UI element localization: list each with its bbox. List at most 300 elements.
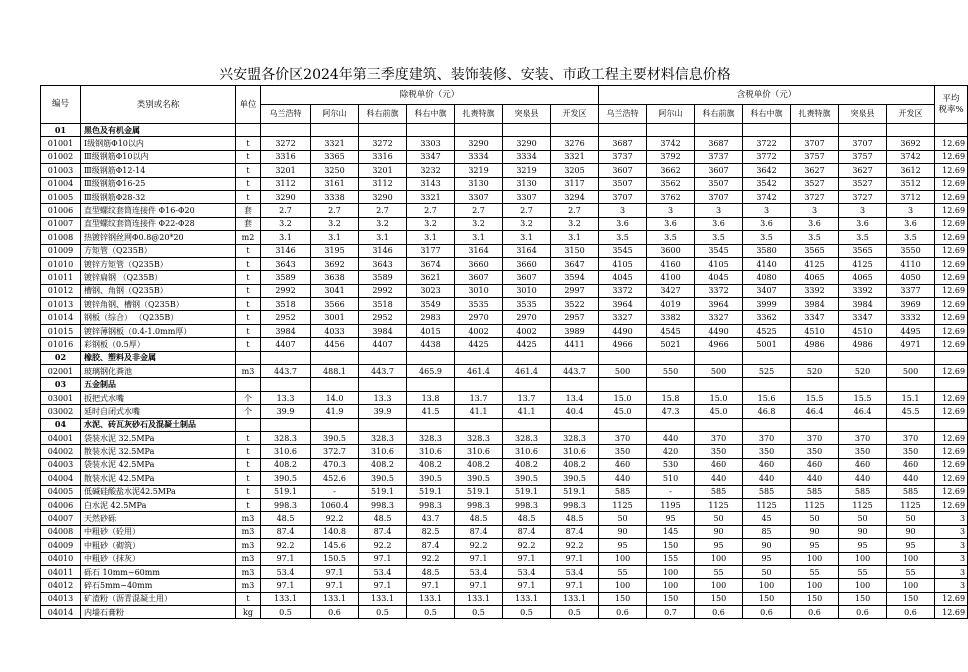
tax-rate: 12.69	[935, 324, 968, 337]
incl-price: 3527	[791, 177, 839, 190]
incl-price: 3964	[599, 298, 647, 311]
incl-price: 100	[839, 552, 887, 565]
incl-price: 150	[839, 592, 887, 605]
excl-price: 97.1	[261, 552, 311, 565]
incl-price: 4160	[647, 257, 695, 270]
excl-price: 3589	[261, 271, 311, 284]
incl-price: 1125	[743, 498, 791, 511]
excl-price: 97.1	[503, 552, 551, 565]
excl-price: 3566	[311, 298, 359, 311]
excl-price: 3201	[359, 164, 407, 177]
empty-cell	[839, 124, 887, 137]
table-row	[41, 365, 968, 378]
excl-price: 3201	[261, 164, 311, 177]
incl-price: 100	[695, 552, 743, 565]
incl-price: 150	[887, 592, 935, 605]
incl-price: 5021	[647, 338, 695, 351]
excl-price: 3.1	[503, 231, 551, 244]
item-unit: t	[236, 338, 261, 351]
incl-price: 3550	[887, 244, 935, 257]
table-row	[41, 445, 968, 458]
item-unit: t	[236, 431, 261, 444]
incl-price: 3545	[695, 244, 743, 257]
incl-price: 4966	[695, 338, 743, 351]
page-title: 兴安盟各价区2024年第三季度建筑、装饰装修、安装、市政工程主要材料信息价格	[219, 67, 731, 83]
excl-price: 13.7	[455, 391, 503, 404]
incl-price: 15.0	[695, 391, 743, 404]
excl-price: 133.1	[407, 592, 455, 605]
excl-price: 4002	[503, 324, 551, 337]
incl-price: 370	[599, 431, 647, 444]
excl-price: 97.1	[551, 552, 599, 565]
table-row	[41, 579, 968, 592]
incl-price: 3.5	[743, 231, 791, 244]
empty-cell	[695, 418, 743, 431]
incl-price: 95	[599, 539, 647, 552]
incl-price: 350	[887, 445, 935, 458]
empty-cell	[839, 378, 887, 391]
empty-cell	[743, 418, 791, 431]
excl-price: 3.2	[261, 217, 311, 230]
excl-price: 998.3	[551, 498, 599, 511]
excl-price: 3984	[261, 324, 311, 337]
tax-rate: 12.69	[935, 164, 968, 177]
header-incl-group: 含税单价（元）	[599, 86, 935, 105]
incl-price: 3707	[599, 190, 647, 203]
item-name: 天然砂砾	[81, 512, 236, 525]
incl-price: 4065	[839, 271, 887, 284]
category-name: 橡胶、塑料及非金属	[81, 351, 236, 364]
item-unit: t	[236, 472, 261, 485]
excl-price: 14.0	[311, 391, 359, 404]
excl-price: 3334	[503, 150, 551, 163]
item-code: 04004	[41, 472, 81, 485]
excl-price: 390.5	[311, 431, 359, 444]
empty-cell	[503, 418, 551, 431]
empty-cell	[695, 124, 743, 137]
incl-price: 90	[695, 525, 743, 538]
incl-price: 3	[791, 204, 839, 217]
empty-cell	[791, 351, 839, 364]
incl-price: 3	[743, 204, 791, 217]
excl-price: 310.6	[503, 445, 551, 458]
excl-price: 41.9	[311, 405, 359, 418]
empty-cell	[599, 378, 647, 391]
excl-price: 4425	[503, 338, 551, 351]
incl-price: 45.0	[599, 405, 647, 418]
header-avg-rate-line1: 平均	[942, 93, 960, 104]
incl-price: 3757	[839, 150, 887, 163]
excl-price: 3001	[311, 311, 359, 324]
incl-price: 4510	[791, 324, 839, 337]
incl-price: 90	[743, 539, 791, 552]
empty-cell	[935, 124, 968, 137]
incl-price: 150	[599, 592, 647, 605]
excl-price: 82.5	[407, 525, 455, 538]
incl-price: 0.6	[791, 606, 839, 619]
incl-price: 15.5	[839, 391, 887, 404]
excl-price: 48.5	[503, 512, 551, 525]
excl-price: 48.5	[261, 512, 311, 525]
excl-price: 3316	[261, 150, 311, 163]
excl-price: 461.4	[455, 365, 503, 378]
empty-cell	[887, 378, 935, 391]
incl-price: 370	[839, 431, 887, 444]
incl-price: 3	[647, 204, 695, 217]
excl-price: 372.7	[311, 445, 359, 458]
tax-rate: 12.69	[935, 217, 968, 230]
excl-price: 13.3	[359, 391, 407, 404]
item-name: 延时自闭式水嘴	[81, 405, 236, 418]
excl-price: 0.5	[261, 606, 311, 619]
item-code: 04014	[41, 606, 81, 619]
excl-price: 3607	[455, 271, 503, 284]
excl-price: 443.7	[551, 365, 599, 378]
item-unit: m3	[236, 525, 261, 538]
header-incl-region: 阿尔山	[647, 105, 695, 124]
incl-price: 585	[887, 485, 935, 498]
item-name: 镀锌角钢、槽钢（Q235B）	[81, 298, 236, 311]
excl-price: 0.5	[407, 606, 455, 619]
item-code: 01007	[41, 217, 81, 230]
empty-cell	[359, 351, 407, 364]
excl-price: 4411	[551, 338, 599, 351]
category-code: 01	[41, 124, 81, 137]
excl-price: 328.3	[551, 431, 599, 444]
incl-price: 3377	[887, 284, 935, 297]
excl-price: 3290	[261, 190, 311, 203]
header-excl-region: 科右前旗	[359, 105, 407, 124]
incl-price: 3772	[743, 150, 791, 163]
excl-price: 97.1	[503, 579, 551, 592]
incl-price: 3392	[839, 284, 887, 297]
header-excl-group: 除税单价（元）	[261, 86, 599, 105]
empty-cell	[311, 378, 359, 391]
item-unit: m3	[236, 512, 261, 525]
header-incl-region: 开发区	[887, 105, 935, 124]
incl-price: 5001	[743, 338, 791, 351]
excl-price: 0.5	[551, 606, 599, 619]
incl-price: 3792	[647, 150, 695, 163]
incl-price: 3580	[743, 244, 791, 257]
header-name: 类别或名称	[81, 86, 236, 124]
tax-rate: 12.69	[935, 311, 968, 324]
excl-price: 3589	[359, 271, 407, 284]
incl-price: 460	[743, 458, 791, 471]
excl-price: 2.7	[407, 204, 455, 217]
excl-price: 3117	[551, 177, 599, 190]
incl-price: 4545	[647, 324, 695, 337]
incl-price: 4510	[839, 324, 887, 337]
excl-price: 2992	[261, 284, 311, 297]
item-name: 散装水泥 32.5MPa	[81, 445, 236, 458]
excl-price: 3219	[455, 164, 503, 177]
excl-price: 3161	[311, 177, 359, 190]
excl-price: 328.3	[407, 431, 455, 444]
item-name: 中粗砂（砼用）	[81, 525, 236, 538]
excl-price: 2.7	[551, 204, 599, 217]
incl-price: 100	[599, 579, 647, 592]
excl-price: 3522	[551, 298, 599, 311]
excl-price: 3.2	[311, 217, 359, 230]
excl-price: 998.3	[261, 498, 311, 511]
incl-price: 370	[695, 431, 743, 444]
excl-price: 408.2	[407, 458, 455, 471]
table-row	[41, 324, 968, 337]
item-name: 中粗砂（砌筑）	[81, 539, 236, 552]
excl-price: 0.5	[359, 606, 407, 619]
tax-rate: 12.69	[935, 498, 968, 511]
incl-price: 15.8	[647, 391, 695, 404]
header-excl-region: 突泉县	[503, 105, 551, 124]
item-code: 02001	[41, 365, 81, 378]
incl-price: 150	[791, 592, 839, 605]
excl-price: 2952	[359, 311, 407, 324]
empty-cell	[743, 124, 791, 137]
tax-rate: 12.69	[935, 177, 968, 190]
table-row	[41, 257, 968, 270]
item-code: 01012	[41, 284, 81, 297]
excl-price: 4033	[311, 324, 359, 337]
incl-price: 3607	[695, 164, 743, 177]
empty-cell	[311, 124, 359, 137]
excl-price: 53.4	[551, 565, 599, 578]
table-row	[41, 431, 968, 444]
excl-price: 53.4	[455, 565, 503, 578]
item-name: 彩钢板（0.5厚）	[81, 338, 236, 351]
empty-cell	[791, 418, 839, 431]
empty-cell	[743, 351, 791, 364]
excl-price: 92.2	[551, 539, 599, 552]
incl-price: 95	[695, 539, 743, 552]
table-row	[41, 190, 968, 203]
incl-price: 460	[839, 458, 887, 471]
empty-cell	[359, 378, 407, 391]
excl-price: 3638	[311, 271, 359, 284]
incl-price: 500	[599, 365, 647, 378]
incl-price: 3969	[887, 298, 935, 311]
empty-cell	[551, 124, 599, 137]
incl-price: 3727	[791, 190, 839, 203]
item-name: 碎石5mm~40mm	[81, 579, 236, 592]
excl-price: 3660	[503, 257, 551, 270]
header-incl-region: 突泉县	[839, 105, 887, 124]
tax-rate: 12.69	[935, 391, 968, 404]
incl-price: 55	[839, 565, 887, 578]
item-code: 01008	[41, 231, 81, 244]
excl-price: 13.7	[503, 391, 551, 404]
excl-price: 97.1	[311, 579, 359, 592]
excl-price: 0.5	[455, 606, 503, 619]
excl-price: 41.1	[503, 405, 551, 418]
incl-price: 3600	[647, 244, 695, 257]
excl-price: 390.5	[407, 472, 455, 485]
incl-price: 100	[695, 579, 743, 592]
excl-price: 4407	[261, 338, 311, 351]
excl-price: 87.4	[455, 525, 503, 538]
table-row	[41, 606, 968, 619]
incl-price: 3642	[743, 164, 791, 177]
header-incl-region: 扎赉特旗	[791, 105, 839, 124]
excl-price: 53.4	[359, 565, 407, 578]
excl-price: 390.5	[503, 472, 551, 485]
item-name: Ⅲ级钢筋Φ12-14	[81, 164, 236, 177]
excl-price: 2970	[503, 311, 551, 324]
incl-price: 3372	[695, 284, 743, 297]
excl-price: 2.7	[311, 204, 359, 217]
excl-price: 4438	[407, 338, 455, 351]
excl-price: 310.6	[407, 445, 455, 458]
item-code: 03001	[41, 391, 81, 404]
incl-price: 3727	[839, 190, 887, 203]
incl-price: 4986	[839, 338, 887, 351]
excl-price: 2957	[551, 311, 599, 324]
header-excl-region: 科右中旗	[407, 105, 455, 124]
incl-price: 4050	[887, 271, 935, 284]
incl-price: 50	[839, 512, 887, 525]
header-code: 编号	[41, 86, 81, 124]
incl-price: 370	[743, 431, 791, 444]
excl-price: 2952	[261, 311, 311, 324]
incl-price: 440	[887, 472, 935, 485]
excl-price: 4002	[455, 324, 503, 337]
empty-cell	[743, 378, 791, 391]
incl-price: 0.6	[599, 606, 647, 619]
incl-price: 3964	[695, 298, 743, 311]
item-unit: m3	[236, 552, 261, 565]
excl-price: 3347	[407, 150, 455, 163]
incl-price: 90	[887, 525, 935, 538]
table-row	[41, 244, 968, 257]
excl-price: 443.7	[359, 365, 407, 378]
tax-rate: 12.69	[935, 190, 968, 203]
incl-price: 460	[887, 458, 935, 471]
excl-price: 3219	[503, 164, 551, 177]
incl-price: 1125	[791, 498, 839, 511]
incl-price: 45	[743, 512, 791, 525]
incl-price: 500	[887, 365, 935, 378]
incl-price: 3.5	[791, 231, 839, 244]
empty-cell	[236, 124, 261, 137]
excl-price: 41.5	[407, 405, 455, 418]
empty-cell	[551, 418, 599, 431]
incl-price: 95	[743, 552, 791, 565]
incl-price: 3687	[599, 137, 647, 150]
item-name: 镀锌扁钢 （Q235B）	[81, 271, 236, 284]
tax-rate: 12.69	[935, 485, 968, 498]
incl-price: 3627	[839, 164, 887, 177]
incl-price: 3565	[839, 244, 887, 257]
empty-cell	[236, 418, 261, 431]
header-avg-rate-line2: 税率%	[938, 104, 964, 115]
item-name: 镀锌方矩管（Q235B）	[81, 257, 236, 270]
excl-price: 97.1	[261, 579, 311, 592]
incl-price: 3984	[791, 298, 839, 311]
excl-price: 390.5	[261, 472, 311, 485]
excl-price: 3549	[407, 298, 455, 311]
item-name: Ⅲ级钢筋Φ16-25	[81, 177, 236, 190]
incl-price: 3.5	[839, 231, 887, 244]
table-row	[41, 177, 968, 190]
category-name: 水泥、砖瓦灰砂石及混凝土制品	[81, 418, 236, 431]
incl-price: 3999	[743, 298, 791, 311]
empty-cell	[455, 124, 503, 137]
incl-price: 4125	[839, 257, 887, 270]
excl-price: 998.3	[359, 498, 407, 511]
excl-price: 48.5	[407, 565, 455, 578]
excl-price: 2.7	[359, 204, 407, 217]
item-code: 04011	[41, 565, 81, 578]
incl-price: 460	[599, 458, 647, 471]
empty-cell	[261, 378, 311, 391]
tax-rate: 12.69	[935, 365, 968, 378]
excl-price: 3.2	[407, 217, 455, 230]
item-code: 01011	[41, 271, 81, 284]
excl-price: 0.5	[503, 606, 551, 619]
incl-price: 100	[791, 552, 839, 565]
incl-price: 3347	[791, 311, 839, 324]
item-unit: 套	[236, 217, 261, 230]
incl-price: 15.1	[887, 391, 935, 404]
excl-price: 310.6	[261, 445, 311, 458]
incl-price: 50	[791, 512, 839, 525]
incl-price: 3	[599, 204, 647, 217]
excl-price: 3365	[311, 150, 359, 163]
incl-price: 155	[647, 552, 695, 565]
incl-price: 3	[887, 204, 935, 217]
excl-price: 3307	[455, 190, 503, 203]
tax-rate: 12.69	[935, 458, 968, 471]
incl-price: 3565	[791, 244, 839, 257]
excl-price: 4407	[359, 338, 407, 351]
incl-price: 0.6	[887, 606, 935, 619]
table-row	[41, 298, 968, 311]
item-code: 04006	[41, 498, 81, 511]
empty-cell	[935, 351, 968, 364]
item-name: 热镀锌钢丝网Φ0.8@20*20	[81, 231, 236, 244]
incl-price: 3.6	[791, 217, 839, 230]
empty-cell	[647, 418, 695, 431]
excl-price: 328.3	[261, 431, 311, 444]
incl-price: 3692	[887, 137, 935, 150]
excl-price: 3307	[503, 190, 551, 203]
incl-price: 3.6	[743, 217, 791, 230]
incl-price: 4986	[791, 338, 839, 351]
incl-price: 145	[647, 525, 695, 538]
table-row	[41, 338, 968, 351]
excl-price: 3205	[551, 164, 599, 177]
incl-price: 3.5	[647, 231, 695, 244]
item-name: 直型螺纹套筒连接件 Φ22-Φ28	[81, 217, 236, 230]
item-code: 04001	[41, 431, 81, 444]
item-code: 01001	[41, 137, 81, 150]
incl-price: 3722	[743, 137, 791, 150]
item-name: 散装水泥 42.5MPa	[81, 472, 236, 485]
incl-price: 585	[839, 485, 887, 498]
incl-price: 0.6	[695, 606, 743, 619]
incl-price: 3327	[599, 311, 647, 324]
header-incl-region: 科右前旗	[695, 105, 743, 124]
incl-price: 420	[647, 445, 695, 458]
tax-rate: 12.69	[935, 150, 968, 163]
item-code: 03002	[41, 405, 81, 418]
item-name: 钢板（综合） （Q235B）	[81, 311, 236, 324]
excl-price: 408.2	[551, 458, 599, 471]
excl-price: 488.1	[311, 365, 359, 378]
empty-cell	[503, 124, 551, 137]
incl-price: 0.7	[647, 606, 695, 619]
category-row	[41, 351, 968, 364]
